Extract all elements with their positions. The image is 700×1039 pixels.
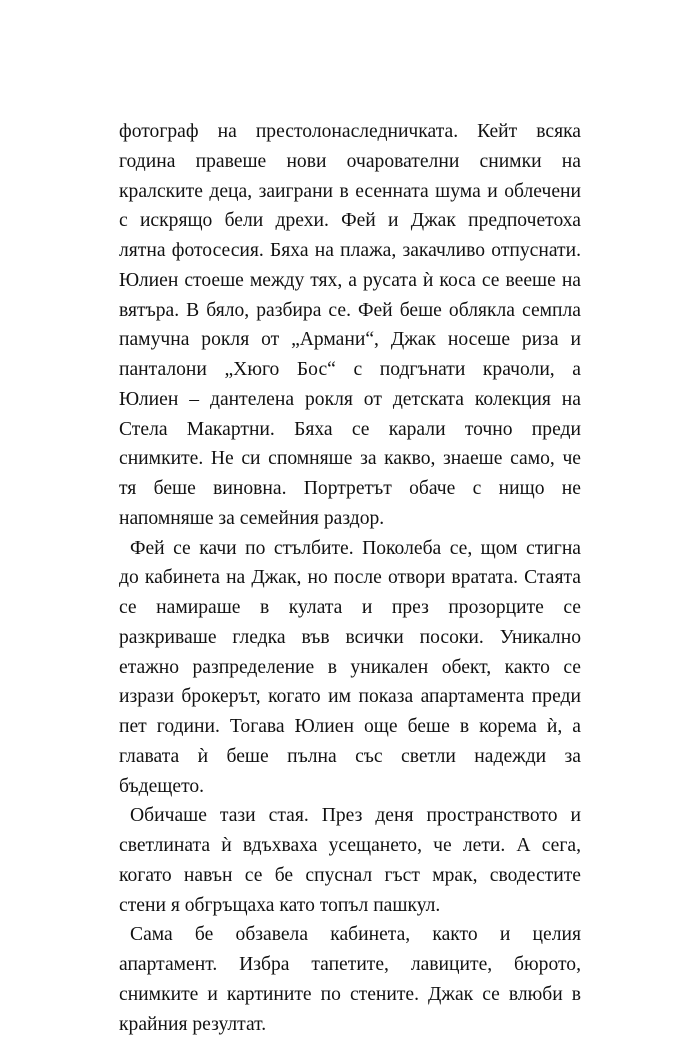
text-line: се намираше в кулата и през прозорците се (119, 593, 581, 623)
text-line: бъдещето. (119, 772, 581, 802)
text-line: когато навън се бе спуснал гъст мрак, сводестите (119, 861, 581, 891)
text-line: лятна фотосесия. Бяха на плажа, закачливо отпуснати. (119, 236, 581, 266)
text-line: Обичаше тази стая. През деня пространството и (119, 801, 581, 831)
text-line: главата ѝ беше пълна със светли надежди за (119, 742, 581, 772)
text-line: година правеше нови очарователни снимки на (119, 147, 581, 177)
text-line: снимките и картините по стените. Джак се влюби в (119, 980, 581, 1010)
text-line: пет години. Тогава Юлиен още беше в корема ѝ, а (119, 712, 581, 742)
text-line: светлината ѝ вдъхваха усещането, че лети. А сега, (119, 831, 581, 861)
text-line: етажно разпределение в уникален обект, както се (119, 653, 581, 683)
text-line: тя беше виновна. Портретът обаче с нищо не (119, 474, 581, 504)
text-line: памучна рокля от „Армани“, Джак носеше риза и (119, 325, 581, 355)
text-line: Фей се качи по стълбите. Поколеба се, щом стигна (119, 534, 581, 564)
text-line: изрази брокерът, когато им показа апартамента преди (119, 682, 581, 712)
body-text (119, 117, 581, 1039)
text-line: Юлиен – дантелена рокля от детската колекция на (119, 385, 581, 415)
text-line: стени я обгръщаха като топъл пашкул. (119, 891, 581, 921)
text-line: вятъра. В бяло, разбира се. Фей беше облякла семпла (119, 296, 581, 326)
paragraph-3 (119, 801, 581, 920)
paragraph-4 (119, 920, 581, 1039)
text-line: Стела Макартни. Бяха се карали точно преди (119, 415, 581, 445)
text-line: апартамент. Избра тапетите, лавиците, бюрото, (119, 950, 581, 980)
text-line: крайния резултат. (119, 1010, 581, 1039)
text-line: с искрящо бели дрехи. Фей и Джак предпочетоха (119, 206, 581, 236)
text-line: снимките. Не си спомняше за какво, знаеше само, че (119, 444, 581, 474)
text-line: фотограф на престолонаследничката. Кейт всяка (119, 117, 581, 147)
text-line: панталони „Хюго Бос“ с подгънати крачоли, а (119, 355, 581, 385)
text-line: напомняше за семейния раздор. (119, 504, 581, 534)
text-line: Юлиен стоеше между тях, а русата ѝ коса се вееше на (119, 266, 581, 296)
text-line: кралските деца, заиграни в есенната шума и облечени (119, 177, 581, 207)
text-line: до кабинета на Джак, но после отвори вратата. Стаята (119, 563, 581, 593)
paragraph-2 (119, 534, 581, 802)
text-line: Сама бе обзавела кабинета, както и целия (119, 920, 581, 950)
paragraph-1 (119, 117, 581, 534)
text-line: разкриваше гледка във всички посоки. Уникално (119, 623, 581, 653)
